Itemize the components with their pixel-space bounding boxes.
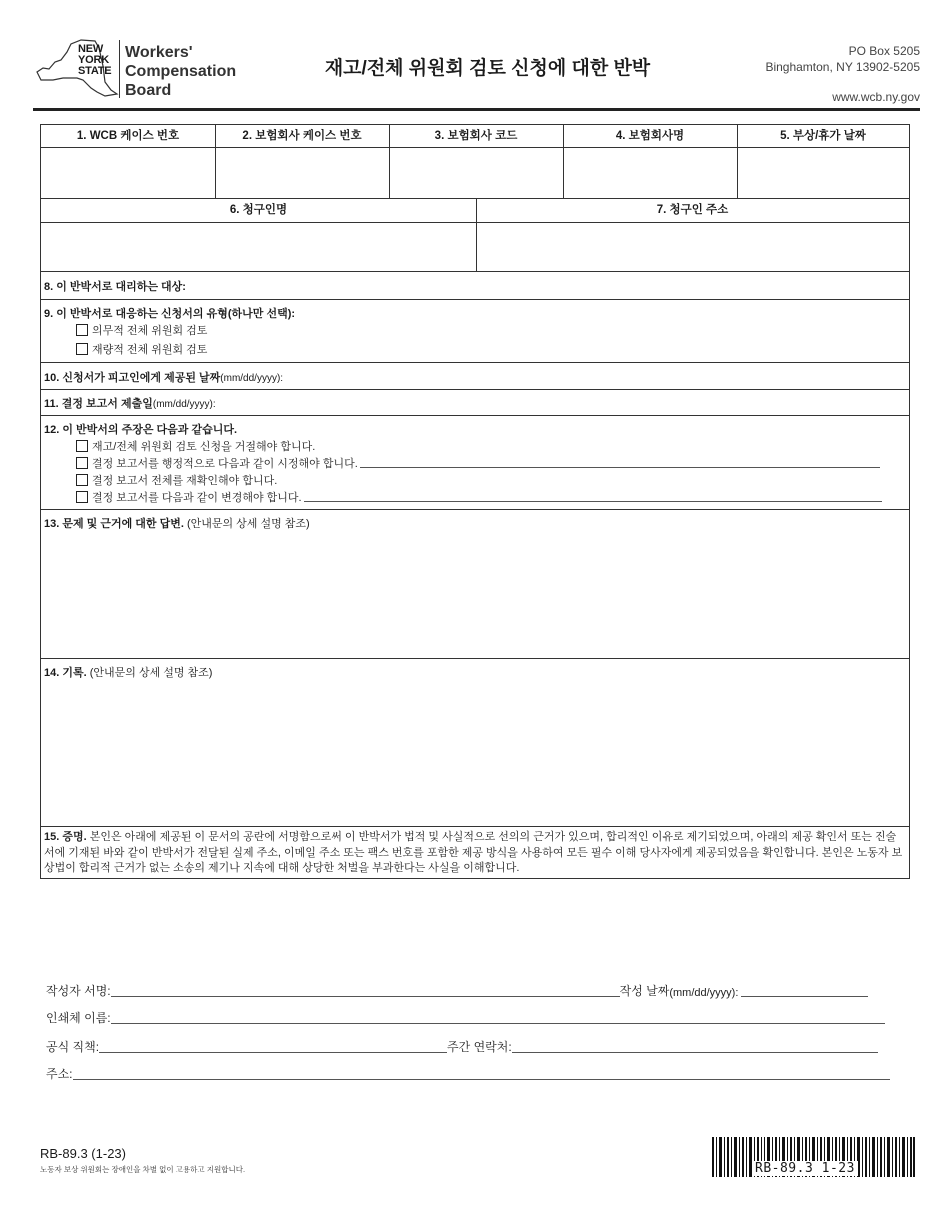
q9-application-type-label: 9. 이 반박서로 대응하는 신청서의 유형(하나만 선택): bbox=[44, 308, 296, 320]
phone-line[interactable] bbox=[512, 1051, 878, 1053]
wcb-case-number-input[interactable] bbox=[41, 148, 215, 197]
header-wcb-case-number: 1. WCB 케이스 번호 bbox=[76, 130, 180, 142]
logo-state-text: NEW YORK STATE bbox=[78, 43, 112, 77]
q11-decision-filed-date[interactable]: 11. 결정 보고서 제출일(mm/dd/yyyy): bbox=[44, 398, 216, 410]
header-rule bbox=[33, 108, 920, 111]
q12-option-correct[interactable]: 결정 보고서를 행정적으로 다음과 같이 시정해야 합니다. bbox=[76, 455, 880, 471]
header-claimant-name: 6. 청구인명 bbox=[229, 204, 288, 216]
date-format: (mm/dd/yyyy): bbox=[669, 987, 739, 999]
logo-divider bbox=[119, 40, 120, 98]
q12-correct-line[interactable] bbox=[360, 458, 880, 468]
address-label: 주소: bbox=[46, 1067, 73, 1081]
q9-option-mandatory[interactable]: 의무적 전체 위원회 검토 bbox=[76, 322, 207, 338]
footer-note: 노동자 보상 위원회는 장애인을 차별 없이 고용하고 지원합니다. bbox=[40, 1165, 246, 1174]
q12-option-affirm[interactable]: 결정 보고서 전체를 재확인해야 합니다. bbox=[76, 472, 277, 488]
q10-served-date[interactable]: 10. 신청서가 피고인에게 제공된 날짜(mm/dd/yyyy): bbox=[44, 372, 284, 384]
q12-option-deny[interactable]: 재고/전체 위원회 검토 신청을 거절해야 합니다. bbox=[76, 438, 315, 454]
checkbox[interactable] bbox=[76, 491, 88, 503]
claimant-address-input[interactable] bbox=[476, 223, 909, 271]
q12-arguments-label: 12. 이 반박서의 주장은 다음과 같습니다. bbox=[44, 424, 238, 436]
injury-date-input[interactable] bbox=[737, 148, 909, 197]
header-injury-date: 5. 부상/휴가 날짜 bbox=[780, 130, 866, 142]
claimant-name-input[interactable] bbox=[41, 223, 476, 271]
q13-response-area[interactable]: 13. 문제 및 근거에 대한 답변. (안내문의 상세 설명 참조) bbox=[44, 518, 310, 530]
board-website: www.wcb.ny.gov bbox=[832, 90, 920, 104]
q12-option-modify[interactable]: 결정 보고서를 다음과 같이 변경해야 합니다. bbox=[76, 489, 882, 505]
date-label: 작성 날짜 bbox=[619, 984, 670, 998]
header-carrier-case-number: 2. 보험회사 케이스 번호 bbox=[242, 130, 362, 142]
date-line[interactable] bbox=[741, 995, 868, 997]
printed-name-row bbox=[46, 1009, 885, 1026]
form-title: 재고/전체 위원회 검토 신청에 대한 반박 bbox=[324, 58, 651, 79]
title-line[interactable] bbox=[99, 1051, 447, 1053]
board-address: PO Box 5205 Binghamton, NY 13902-5205 bbox=[765, 44, 920, 74]
q14-records-area[interactable]: 14. 기록. (안내문의 상세 설명 참조) bbox=[44, 667, 213, 679]
header-claimant-address: 7. 청구인 주소 bbox=[656, 204, 729, 216]
q9-option-discretionary[interactable]: 재량적 전체 위원회 검토 bbox=[76, 341, 207, 357]
checkbox[interactable] bbox=[76, 457, 88, 469]
signature-row bbox=[46, 982, 868, 999]
carrier-code-input[interactable] bbox=[389, 148, 563, 197]
signer-label: 작성자 서명: bbox=[46, 984, 111, 998]
q15-certification: 15. 증명. 본인은 아래에 제공된 이 문서의 공란에 서명함으로써 이 반박서가 법적 및 사실적으로 선의의 근거가 있으며, 합리적인 이유로 제기되었으며, 아래의 제공 확인서 또는 진술서에 기재된 바와 같이 반박서가 전달된 실제 주소, 이메일 주소 또는 팩스 번호를 포함한 제공 방식을 사용하여 모든 필수 이해 당사자에게 제공되었음을 확인합니다. 본인은 노동자 보상법이 합리적 근거가 없는 소송의 제기나 지속에 대해 상당한 처벌을 부과한다는 사실을 이해합니다. bbox=[44, 831, 903, 874]
barcode-label: RB-89.3 1-23 bbox=[752, 1161, 858, 1176]
logo-org-name: Workers' Compensation Board bbox=[125, 44, 237, 99]
form-table bbox=[40, 124, 910, 879]
checkbox[interactable] bbox=[76, 474, 88, 486]
signature-line[interactable] bbox=[111, 995, 620, 997]
printed-name-label: 인쇄체 이름: bbox=[46, 1011, 111, 1025]
q12-modify-line[interactable] bbox=[304, 492, 882, 502]
title-label: 공식 직책: bbox=[46, 1040, 100, 1054]
address-row bbox=[46, 1065, 890, 1082]
carrier-name-input[interactable] bbox=[563, 148, 737, 197]
form-number: RB-89.3 (1-23) bbox=[40, 1146, 126, 1161]
carrier-case-number-input[interactable] bbox=[215, 148, 389, 197]
q8-represented-party[interactable]: 8. 이 반박서로 대리하는 대상: bbox=[44, 281, 186, 293]
address-line[interactable] bbox=[73, 1078, 890, 1080]
title-phone-row bbox=[46, 1038, 878, 1055]
phone-label: 주간 연락처: bbox=[447, 1040, 512, 1054]
checkbox[interactable] bbox=[76, 343, 88, 355]
checkbox[interactable] bbox=[76, 440, 88, 452]
header-carrier-name: 4. 보험회사명 bbox=[615, 130, 685, 142]
printed-name-line[interactable] bbox=[111, 1022, 885, 1024]
checkbox[interactable] bbox=[76, 324, 88, 336]
header-carrier-code: 3. 보험회사 코드 bbox=[434, 130, 518, 142]
